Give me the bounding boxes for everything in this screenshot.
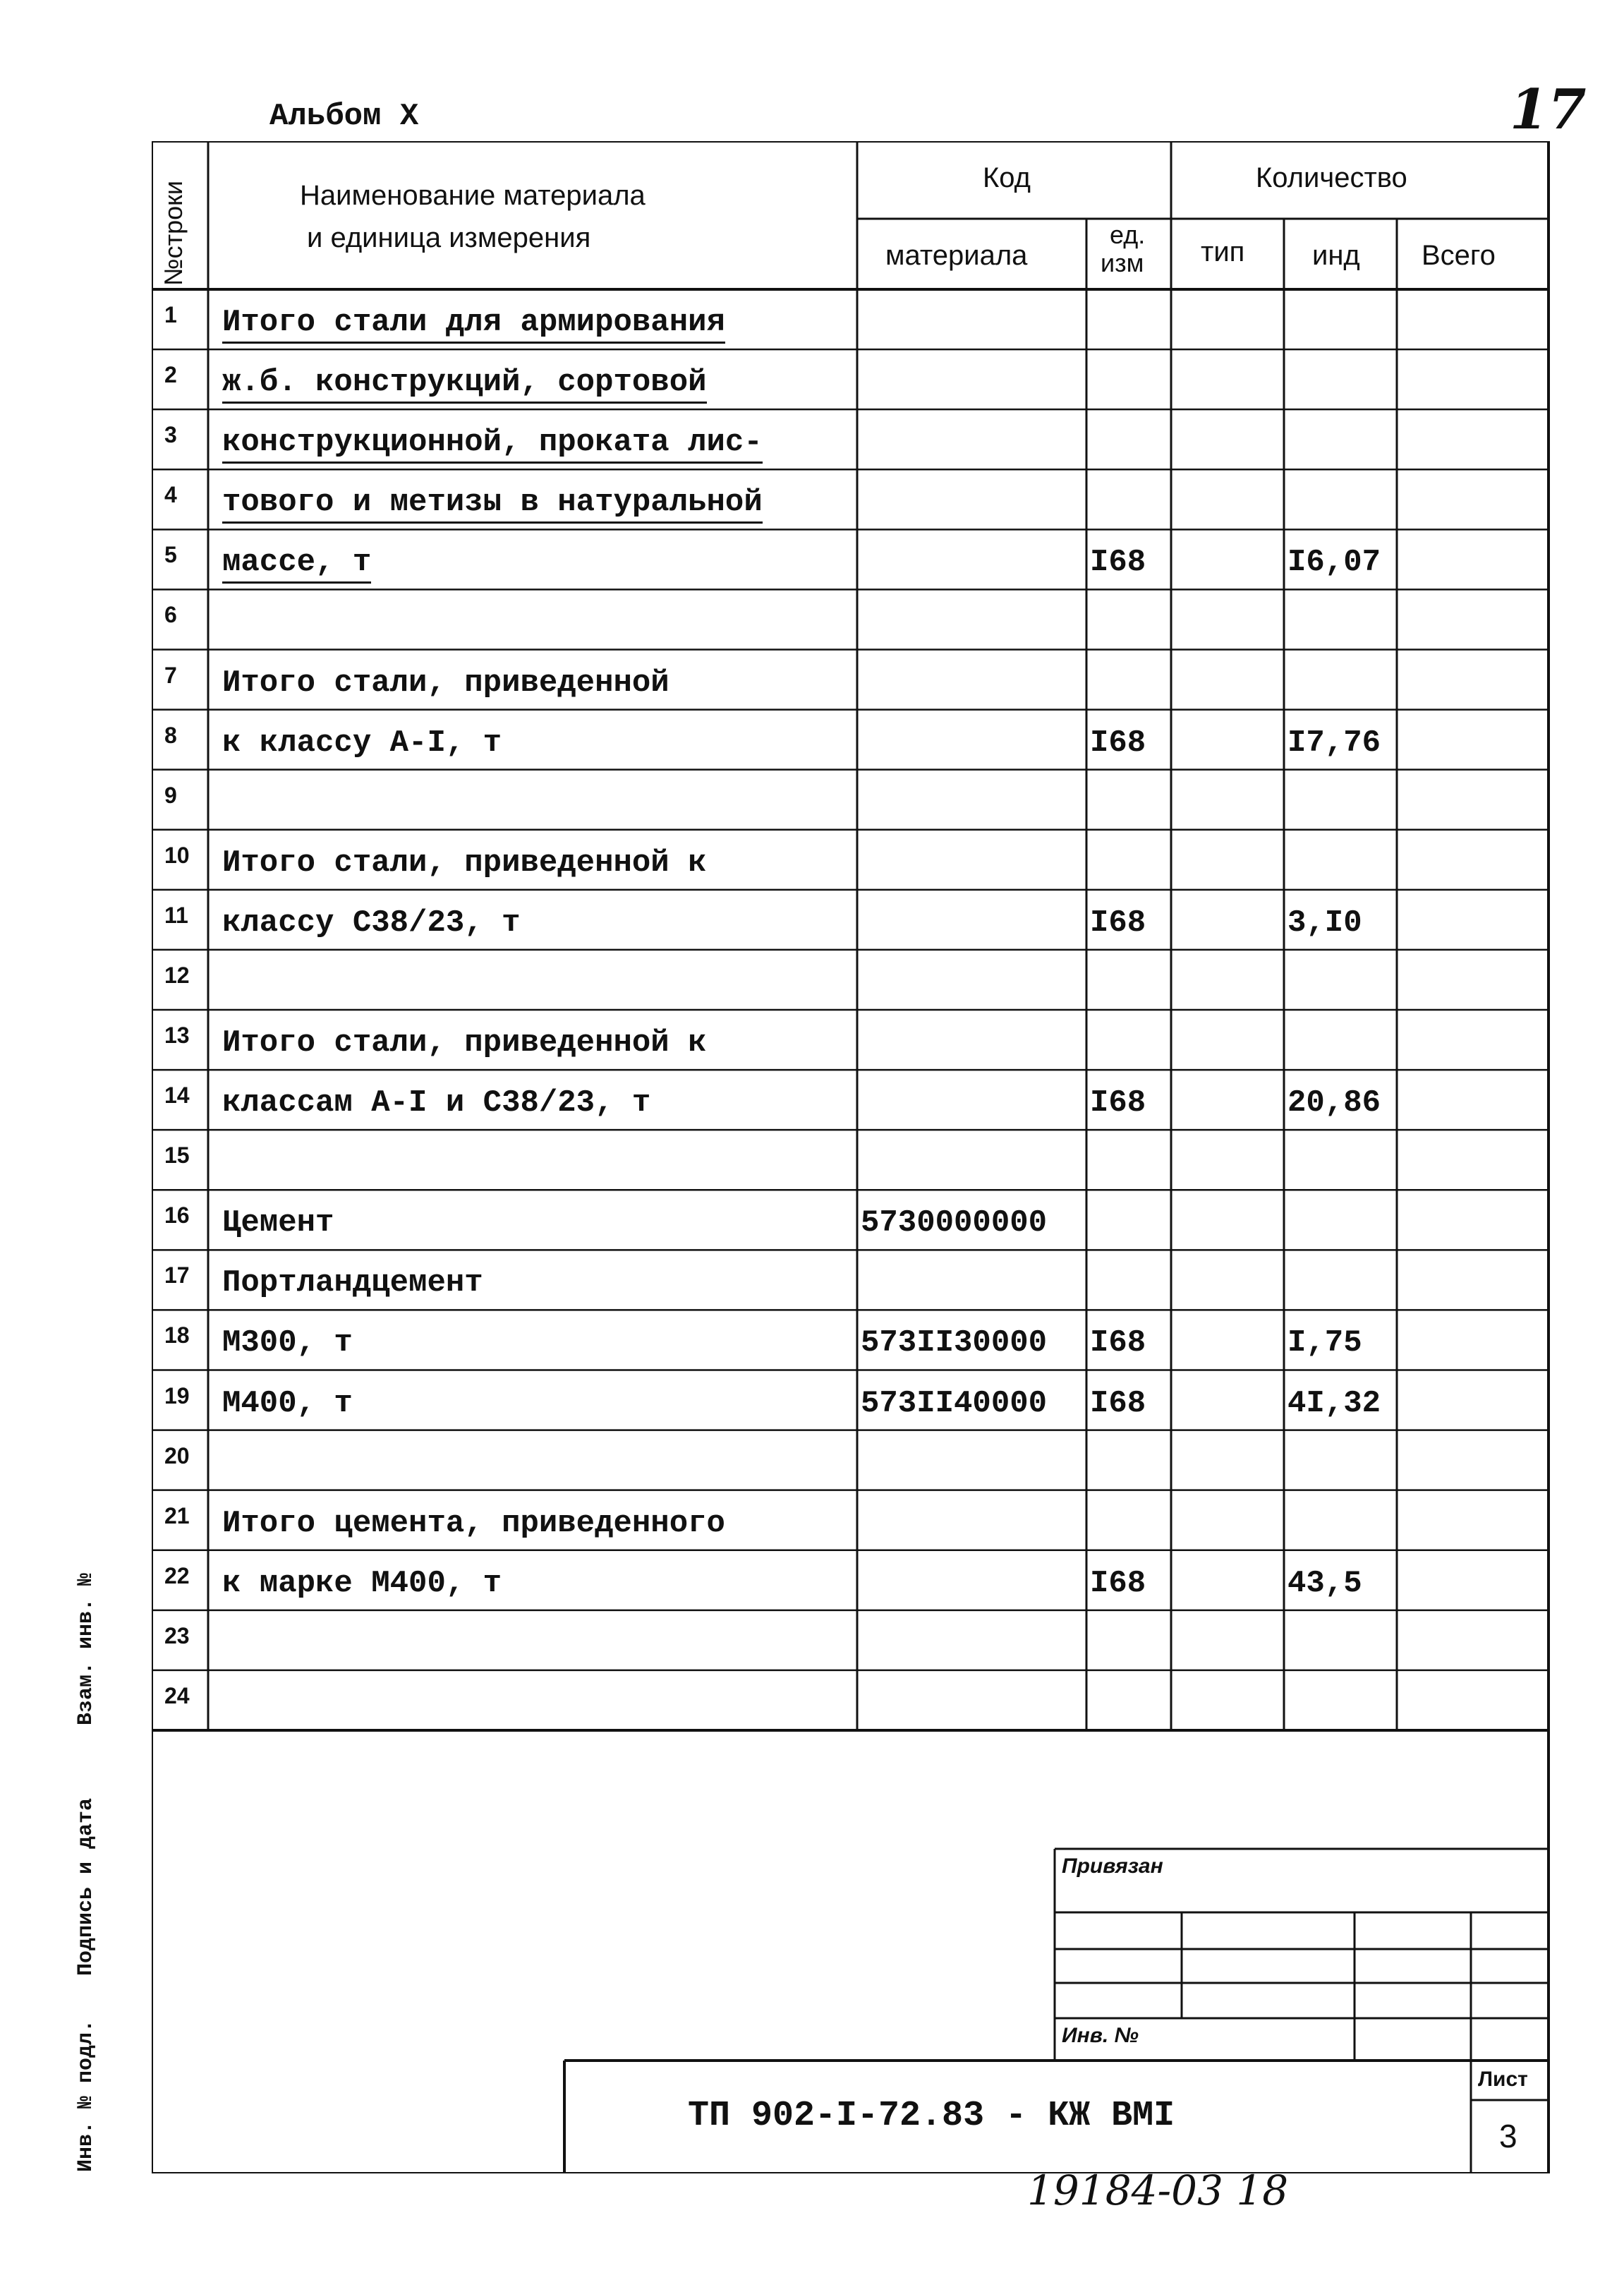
row-name: классам А-I и С38/23, т <box>222 1085 651 1121</box>
side-label-vzam: Взам. инв. № <box>74 1572 98 1725</box>
header-qty-ind: инд <box>1312 240 1360 271</box>
row-name: классу С38/23, т <box>222 905 521 941</box>
document-code: ТП 902-I-72.83 - КЖ ВМI <box>688 2096 1175 2136</box>
row-unit: I68 <box>1090 1085 1146 1121</box>
album-label: Альбом X <box>269 99 419 134</box>
row-unit: I68 <box>1090 1385 1146 1421</box>
row-unit: I68 <box>1090 725 1146 761</box>
row-number: 6 <box>164 602 177 628</box>
header-code-unit-line1: ед. <box>1110 220 1146 249</box>
inv-no-label: Инв. № <box>1062 2024 1139 2047</box>
header-qty-total: Всего <box>1422 240 1496 271</box>
row-name: Цемент <box>222 1205 334 1241</box>
row-number: 4 <box>164 482 177 508</box>
header-name-line1: Наименование материала <box>300 180 646 211</box>
row-name: конструкционной, проката лис- <box>222 425 763 464</box>
row-number: 20 <box>164 1442 190 1468</box>
row-number: 19 <box>164 1382 190 1409</box>
row-ind: I,75 <box>1287 1325 1362 1361</box>
header-code-unit-line2: изм <box>1101 248 1144 277</box>
row-ind: 20,86 <box>1287 1085 1381 1121</box>
row-number: 18 <box>164 1322 190 1349</box>
row-name: М400, т <box>222 1385 353 1421</box>
row-name: Портландцемент <box>222 1265 483 1301</box>
row-name: к классу А-I, т <box>222 725 502 761</box>
row-number: 11 <box>164 902 188 928</box>
header-qty-type: тип <box>1201 236 1245 267</box>
row-code: 573II30000 <box>861 1325 1048 1361</box>
row-number: 14 <box>164 1082 190 1109</box>
row-number: 22 <box>164 1562 190 1588</box>
row-number: 8 <box>164 722 177 748</box>
row-name: Итого цемента, приведенного <box>222 1505 725 1541</box>
row-number: 3 <box>164 422 177 448</box>
row-number: 10 <box>164 842 190 868</box>
row-ind: 4I,32 <box>1287 1385 1381 1421</box>
row-number: 5 <box>164 542 177 568</box>
row-ind: I6,07 <box>1287 545 1381 581</box>
sheet-label: Лист <box>1478 2068 1528 2091</box>
row-name: ж.б. конструкций, сортовой <box>222 365 707 404</box>
row-number: 9 <box>164 782 177 808</box>
row-code: 573II40000 <box>861 1385 1048 1421</box>
row-unit: I68 <box>1090 1565 1146 1601</box>
row-number: 7 <box>164 662 177 688</box>
row-name: Итого стали, приведенной к <box>222 1025 707 1061</box>
row-number: 24 <box>164 1682 190 1708</box>
sheet-number: 3 <box>1499 2118 1517 2154</box>
row-number: 13 <box>164 1023 190 1048</box>
row-number: 15 <box>164 1142 190 1169</box>
row-name: Итого стали, приведенной <box>222 665 669 701</box>
side-label-podpis: Подпись и дата <box>74 1797 98 1976</box>
row-number: 16 <box>164 1202 190 1229</box>
row-ind: 43,5 <box>1287 1565 1362 1601</box>
row-name: Итого стали, приведенной к <box>222 845 707 881</box>
row-number: 21 <box>164 1502 190 1528</box>
side-label-inv-podl: Инв. № подл. <box>74 2019 98 2172</box>
row-number: 1 <box>164 302 177 327</box>
row-name: М300, т <box>222 1325 353 1361</box>
row-number: 12 <box>164 962 190 988</box>
header-code-material: материала <box>885 240 1028 271</box>
header-qty-group: Количество <box>1256 162 1407 193</box>
row-ind: I7,76 <box>1287 725 1381 761</box>
row-unit: I68 <box>1090 1325 1146 1361</box>
header-row-no: №строки <box>159 180 188 286</box>
row-number: 2 <box>164 362 177 388</box>
header-code-group: Код <box>983 162 1031 193</box>
row-name: тового и метизы в натуральной <box>222 485 763 524</box>
privyazan-label: Привязан <box>1062 1854 1163 1878</box>
row-unit: I68 <box>1090 905 1146 941</box>
header-name-line2: и единица измерения <box>307 222 591 253</box>
row-number: 17 <box>164 1262 190 1289</box>
row-number: 23 <box>164 1622 190 1648</box>
row-ind: 3,I0 <box>1287 905 1362 941</box>
row-name: массе, т <box>222 545 371 584</box>
page-number-top: 17 <box>1510 78 1587 142</box>
bottom-stamp: 19184-03 18 <box>1027 2166 1289 2214</box>
row-unit: I68 <box>1090 545 1146 581</box>
row-name: к марке М400, т <box>222 1565 502 1601</box>
row-code: 5730000000 <box>861 1205 1048 1241</box>
row-name: Итого стали для армирования <box>222 305 725 344</box>
